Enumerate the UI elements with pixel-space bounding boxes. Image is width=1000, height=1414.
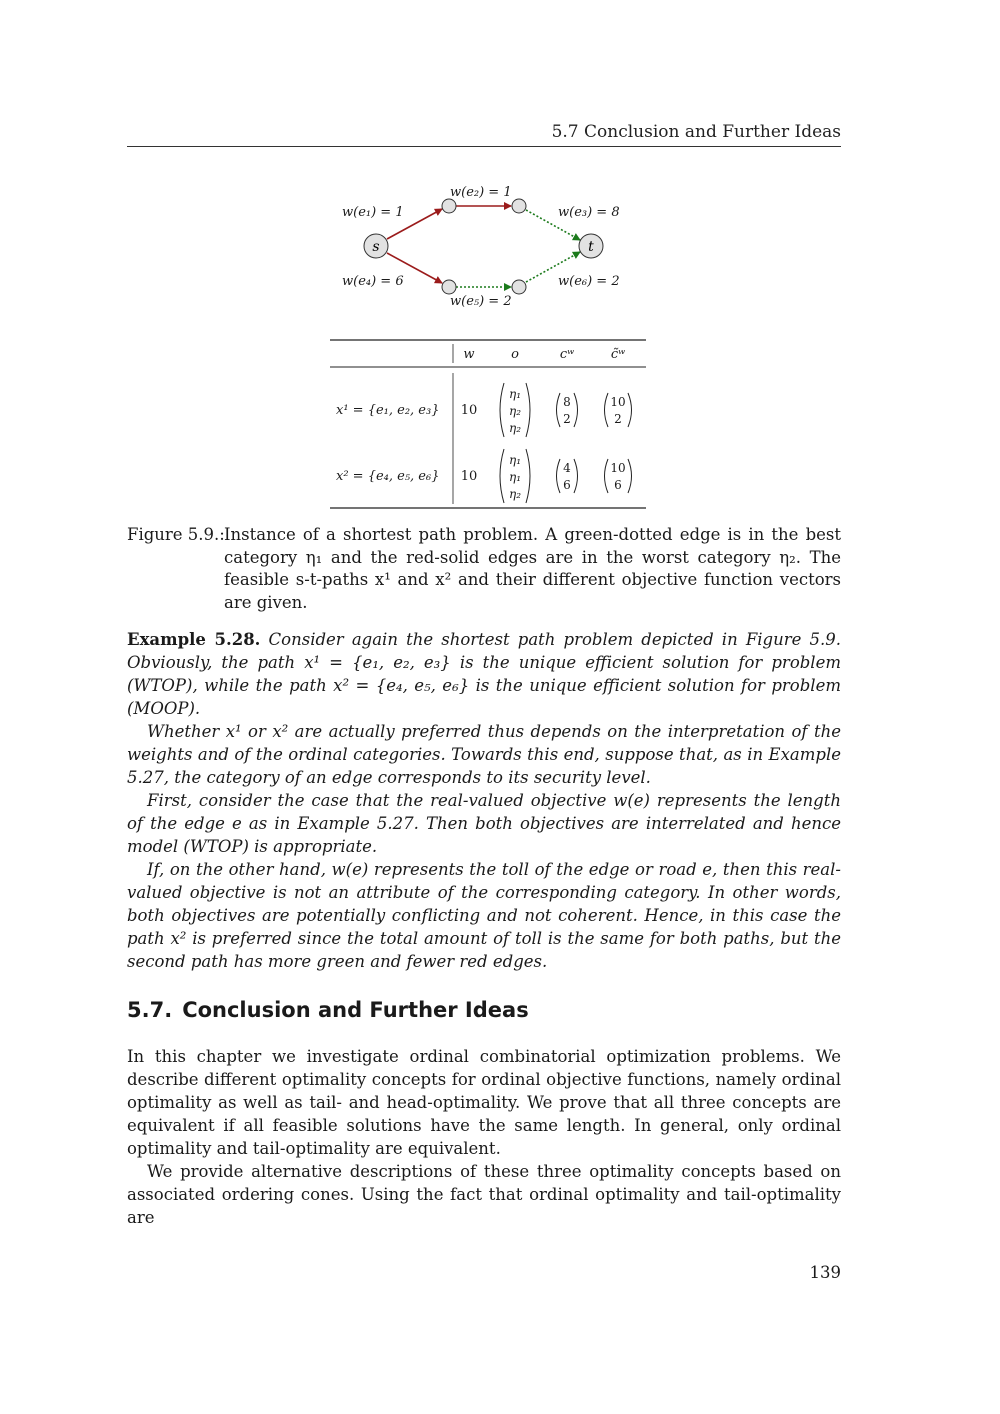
- section-number: 5.7.: [127, 998, 173, 1022]
- node-c: [442, 280, 456, 294]
- edge-label-e2: w(e₂) = 1: [450, 185, 512, 200]
- page-number: 139: [809, 1263, 841, 1282]
- example-paragraph: Whether x¹ or x² are actually preferred thus depends on the interpretation of the weights and of the ordinal categories. Towards this end, suppose that, as in Example 5.27, the category of an edge corresponds to its security level.: [127, 722, 841, 787]
- body-paragraph: In this chapter we investigate ordinal combinatorial optimization problems. We describe different optimality concepts for ordinal objective functions, namely ordinal optimality as well as tail- and head-optimality. We prove that all three concepts are equivalent if all feasible solutions have the same length. In general, only ordinal optimality and tail-optimality are equivalent.: [127, 1047, 841, 1158]
- objective-table: [330, 340, 646, 508]
- svg-text:t: t: [588, 239, 594, 255]
- svg-text:η₂: η₂: [509, 421, 521, 435]
- table-header-c: cʷ: [559, 347, 575, 362]
- figure-5-9: [330, 178, 670, 513]
- svg-text:η₁: η₁: [509, 453, 521, 467]
- svg-text:6: 6: [563, 478, 571, 492]
- svg-text:x² = {e₄, e₅, e₆}: x² = {e₄, e₅, e₆}: [336, 469, 440, 484]
- svg-text:η₁: η₁: [509, 470, 521, 484]
- svg-text:6: 6: [614, 478, 622, 492]
- table-row: [336, 449, 632, 503]
- example-paragraph: Consider again the shortest path problem depicted in Figure 5.9. Obviously, the path x¹ = {e₁, e₂, e₃} is the unique efficient solution for problem (WTOP), while the path x² = {e₄, e₅, e₆} is the unique efficient solution for problem (MOOP).: [127, 630, 841, 718]
- edge-label-e6: w(e₆) = 2: [558, 274, 620, 289]
- node-b: [512, 199, 526, 213]
- svg-text:2: 2: [614, 412, 622, 426]
- svg-text:10: 10: [610, 395, 626, 409]
- section-heading: [127, 998, 529, 1022]
- svg-text:10: 10: [610, 461, 626, 475]
- header-rule: [127, 146, 841, 147]
- node-t: [579, 234, 603, 258]
- example-paragraph: If, on the other hand, w(e) represents the toll of the edge or road e, then this real-valued objective is not an attribute of the corresponding category. In other words, both objectives are potentially conflicting and not coherent. Hence, in this case the path x² is preferred since the total amount of toll is the same for both paths, but the second path has more green and fewer red edges.: [127, 860, 841, 971]
- svg-text:x¹ = {e₁, e₂, e₃}: x¹ = {e₁, e₂, e₃}: [336, 403, 440, 418]
- svg-text:s: s: [372, 239, 380, 255]
- svg-text:η₂: η₂: [509, 487, 521, 501]
- svg-text:10: 10: [460, 403, 478, 418]
- running-head: 5.7 Conclusion and Further Ideas: [551, 122, 841, 142]
- table-header-ct: c̃ʷ: [610, 347, 626, 362]
- svg-text:10: 10: [460, 469, 478, 484]
- edge-label-e1: w(e₁) = 1: [342, 205, 404, 220]
- node-s: [364, 234, 388, 258]
- caption-text: Instance of a shortest path problem. A green-dotted edge is in the best category η₁ and the red-solid edges are in the worst category η₂. The feasible s-t-paths x¹ and x² and their different objective function vectors are given.: [224, 525, 841, 612]
- table-row: [336, 383, 632, 437]
- example-label: Example 5.28.: [127, 630, 261, 649]
- svg-text:η₂: η₂: [509, 404, 521, 418]
- caption-label: Figure 5.9.:: [127, 525, 225, 544]
- edge-label-e3: w(e₃) = 8: [558, 205, 620, 220]
- table-header-w: w: [463, 347, 475, 362]
- svg-text:2: 2: [563, 412, 571, 426]
- table-header-o: o: [511, 347, 519, 362]
- example-paragraph: First, consider the case that the real-valued objective w(e) represents the length of the edge e as in Example 5.27. Then both objectives are interrelated and hence model (WTOP) is appropriate.: [127, 791, 841, 856]
- edge-label-e5: w(e₅) = 2: [450, 294, 512, 309]
- section-body: [127, 1045, 841, 1229]
- node-a: [442, 199, 456, 213]
- node-d: [512, 280, 526, 294]
- svg-text:4: 4: [563, 461, 571, 475]
- body-paragraph: We provide alternative descriptions of these three optimality concepts based on associated ordering cones. Using the fact that ordinal optimality and tail-optimality are: [127, 1162, 841, 1227]
- figure-caption: [127, 524, 841, 614]
- edge-label-e4: w(e₄) = 6: [342, 274, 404, 289]
- svg-text:η₁: η₁: [509, 387, 521, 401]
- example-5-28: [127, 628, 841, 973]
- svg-text:8: 8: [563, 395, 571, 409]
- section-title: Conclusion and Further Ideas: [182, 998, 529, 1022]
